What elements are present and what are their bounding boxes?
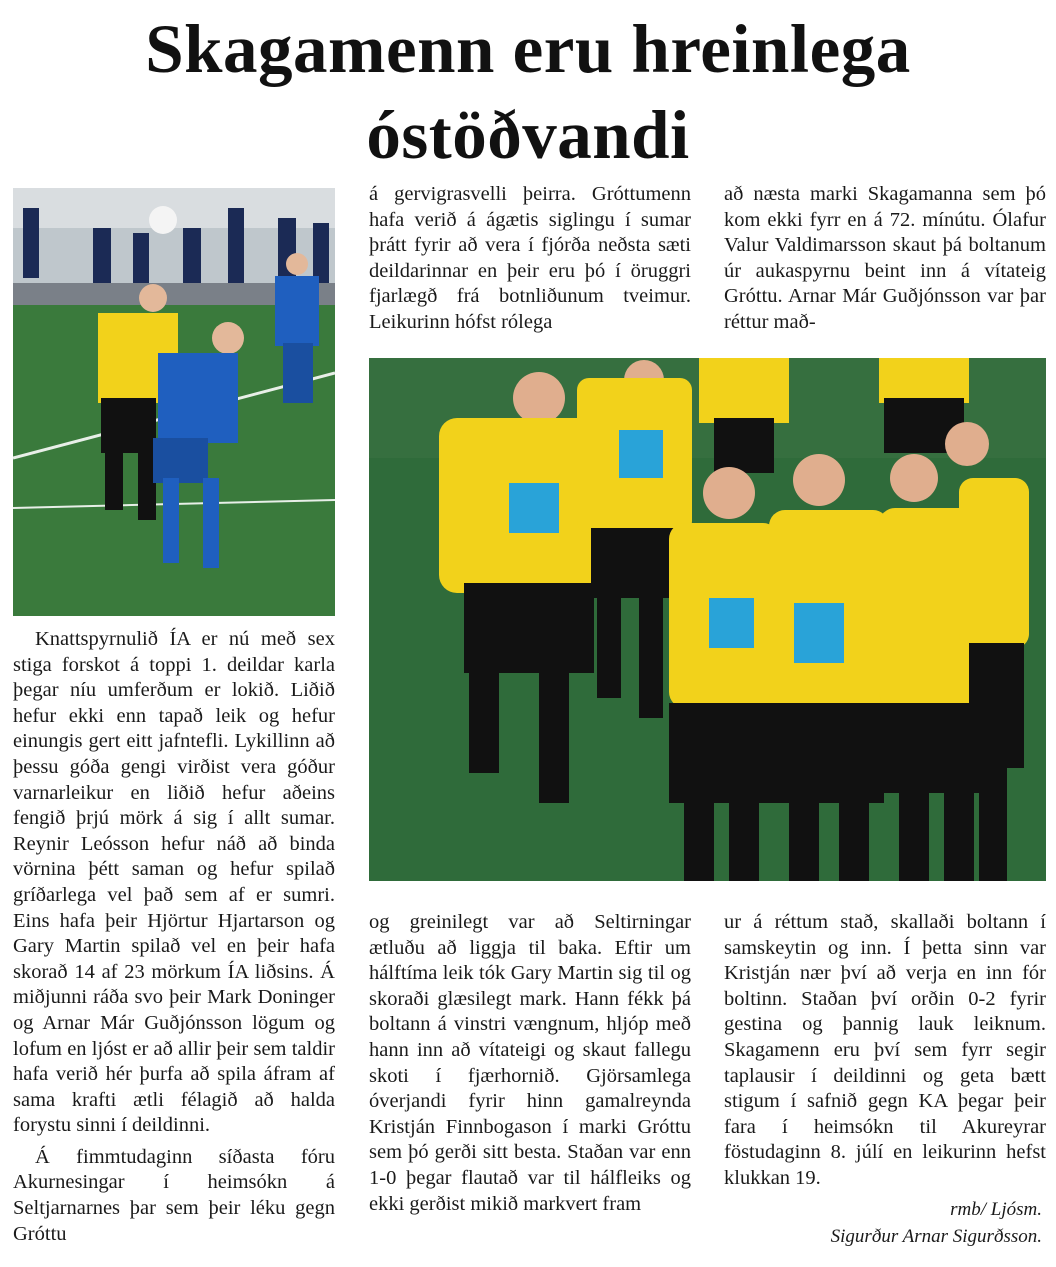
column-3-top xyxy=(724,182,1046,336)
column-1-body xyxy=(13,627,335,1247)
photo-credit xyxy=(831,1196,1042,1250)
headline-line-2: óstöðvandi xyxy=(366,97,690,173)
credit-line-1: rmb/ Ljósm. xyxy=(950,1199,1042,1220)
column-3-bottom xyxy=(724,910,1046,1192)
headline-line-1: Skagamenn eru hreinlega xyxy=(145,11,911,87)
column-2-top xyxy=(369,182,691,336)
paragraph-2: Á fimmtudaginn síðasta fóru Akurnesingar í heimsókn á Seltjarnarnes þar sem þeir léku gegn Gróttu xyxy=(13,1145,335,1245)
column-2-top-text: á gervigrasvelli þeirra. Gróttumenn hafa verið á ágætis siglingu í sumar þrátt fyrir að vera í fjórða neðsta sæti deildarinnar en þeir eru þó í öruggri fjarlægð frá botnliðunum tveimur. Leikurinn hófst rólega xyxy=(369,183,691,333)
column-2-bottom xyxy=(369,910,691,1217)
column-3-top-text: að næsta marki Skagamanna sem þó kom ekki fyrr en á 72. mínútu. Ólafur Valur Valdimarsson skaut þá boltanum úr aukaspyrnu beint inn á vítateig Gróttu. Arnar Már Guðjónsson var þar réttur mað- xyxy=(724,183,1046,333)
headline xyxy=(0,6,1056,178)
celebration-photo xyxy=(369,358,1046,881)
credit-line-2: Sigurður Arnar Sigurðsson. xyxy=(830,1226,1042,1247)
header-photo-left xyxy=(13,188,335,616)
column-3-bottom-text: ur á réttum stað, skallaði boltann í samskeytin og inn. Í þetta sinn var Kristján nær því að verja en inn fór boltinn. Staðan því orðin 0-2 fyrir gestina og þannig lauk leiknum. Skagamenn eru því sem fyrr segir taplausir í deildinni og geta bætt stigum í safnið gegn KA þegar þeir fara í heimsókn til Akureyrar föstudaginn 8. júlí en leikurinn hefst klukkan 19. xyxy=(724,911,1046,1189)
paragraph-1: Knattspyrnulið ÍA er nú með sex stiga forskot á toppi 1. deildar karla þegar níu umferðum er lokið. Liðið hefur ekki enn tapað leik og hefur einungis gert eitt jafntefli. Lykillinn að þessu góða gengi virðist vera góður varnarleikur en liðið hefur aðeins fengið þrjú mörk á sig í allt sumar. Reynir Leósson hefur náð að binda vörnina þétt saman og hefur spilað gríðarlega vel það sem af er sumri. Eins hafa þeir Hjörtur Hjartarson og Gary Martin spilað vel en þeir hafa skorað 14 af 23 mörkum ÍA liðsins. Á miðjunni ráða svo þeir Mark Doninger og Arnar Már Guðjónsson lögum og lofum en ljóst er að allir þeir sem taldir hafa verið hér þurfa að spila áfram af sama krafti ætli félagið að halda forystu sinni í deildinni. xyxy=(13,628,335,1137)
column-2-bottom-text: og greinilegt var að Seltirningar ætluðu að liggja til baka. Eftir um hálftíma leik tók Gary Martin sig til og skoraði glæsilegt mark. Hann fékk þá boltann á vinstri vængnum, hljóp með hann inn að vítateigi og skaut fallegu skoti í fjærhornið. Gjörsamlega óverjandi fyrir hinn gamalreynda Kristján Finnbogason í marki Gróttu sem þó gerði sitt besta. Staðan var enn 1-0 þegar flautað var til hálfleiks og ekki gerðist mikið markvert fram xyxy=(369,911,691,1215)
